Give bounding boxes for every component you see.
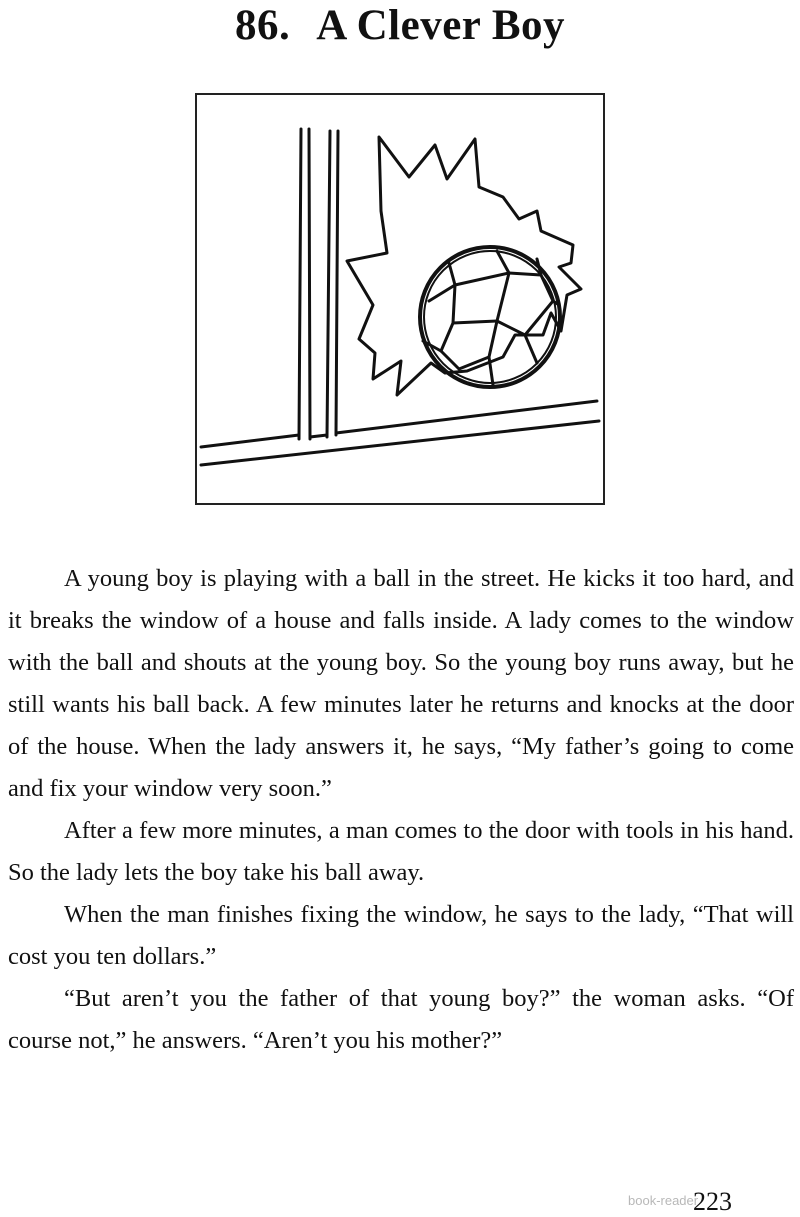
story-paragraph: “But aren’t you the father of that young boy?” the woman asks. “Of course not,” he answers. “Aren’t you his mother?” <box>8 985 794 1054</box>
story-paragraph: After a few more minutes, a man comes to the door with tools in his hand. So the lady lets the boy take his ball away. <box>8 817 794 886</box>
page-number: 223 <box>693 1187 732 1216</box>
story-paragraph: A young boy is playing with a ball in the street. He kicks it too hard, and it breaks the window of a house and falls inside. A lady comes to the window with the ball and shouts at the young boy. So the young boy runs away, but he still wants his ball back. A few minutes later he returns and knocks at the door of the house. When the lady answers it, he says, “My father’s going to come and fix your window very soon.” <box>8 565 794 802</box>
story-text <box>8 558 794 1062</box>
watermark: book-reader <box>628 1193 699 1208</box>
football-window-icon <box>197 95 603 503</box>
ball-window-illustration <box>195 93 605 505</box>
story-title: A Clever Boy <box>316 2 566 49</box>
story-paragraph: When the man finishes fixing the window, he says to the lady, “That will cost you ten dollars.” <box>8 901 794 970</box>
story-number: 86. <box>234 2 291 49</box>
page-title <box>0 2 800 50</box>
